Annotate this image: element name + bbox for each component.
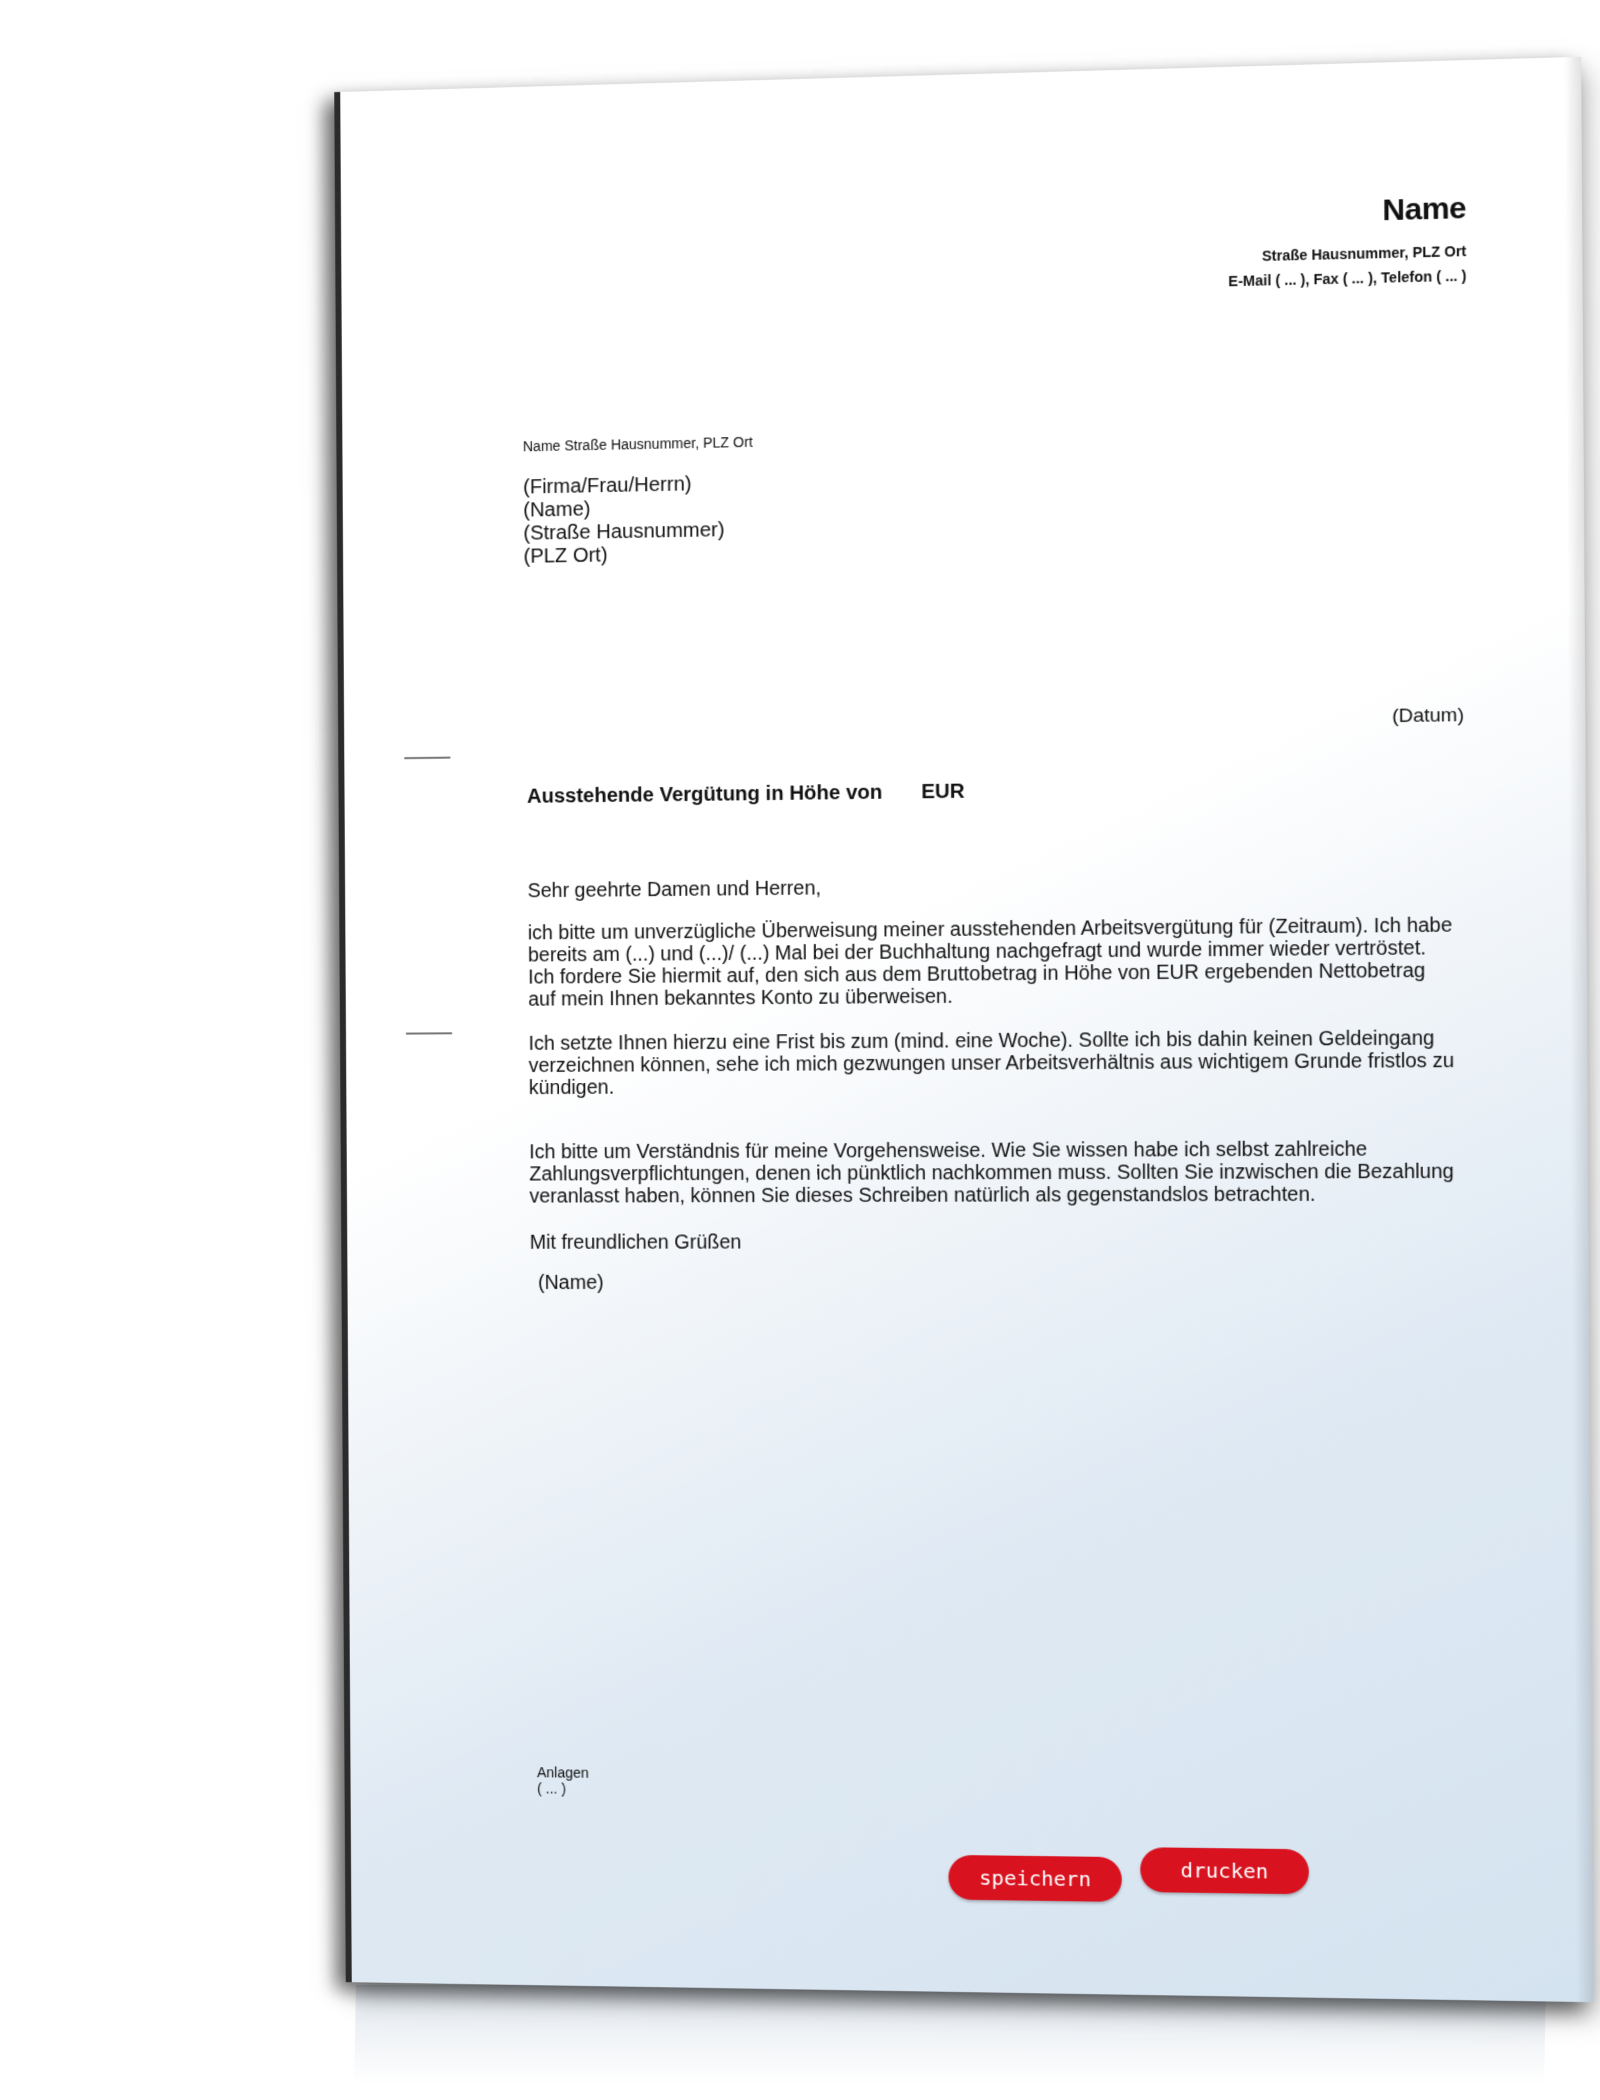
letter-date: (Datum) bbox=[1391, 704, 1465, 728]
salutation: Sehr geehrte Damen und Herren, bbox=[527, 877, 822, 903]
body-paragraph bbox=[529, 1138, 1455, 1208]
recipient-line: (PLZ Ort) bbox=[523, 544, 608, 568]
sender-address: Straße Hausnummer, PLZ Ort bbox=[1261, 242, 1467, 265]
signature-name: (Name) bbox=[537, 1271, 604, 1294]
recipient-line: (Name) bbox=[523, 498, 591, 522]
body-paragraph bbox=[528, 914, 1454, 1011]
closing: Mit freundlichen Grüßen bbox=[529, 1231, 742, 1254]
attachments-value: ( ... ) bbox=[537, 1780, 567, 1797]
fold-mark bbox=[406, 1032, 452, 1034]
fold-mark bbox=[404, 757, 450, 760]
attachments-label: Anlagen bbox=[536, 1764, 589, 1781]
page-edge-shade bbox=[1564, 57, 1593, 2002]
recipient-line: (Firma/Frau/Herrn) bbox=[523, 473, 692, 499]
sender-contact: E-Mail ( ... ), Fax ( ... ), Telefon ( ... ) bbox=[1228, 267, 1467, 290]
page-reflection bbox=[354, 1985, 1546, 2085]
paragraph-text: ich bitte um unverzügliche Überweisung meiner ausstehenden Arbeitsvergütung für (Zeitraum). Ich habe bereits am (...) und (...)/ (...) Mal bei der Buchhaltung nachgefragt und wurde immer wieder vertröstet. Ich fordere Sie hiermit auf, den sich aus dem Bruttobetrag in Höhe von EUR ergebenden Nettobetrag auf mein Ihnen bekanntes Konto zu überweisen. bbox=[527, 914, 1453, 1011]
subject-text: Ausstehende Vergütung in Höhe von bbox=[526, 781, 883, 808]
attachments bbox=[537, 1764, 589, 1797]
recipient-line: (Straße Hausnummer) bbox=[523, 519, 725, 545]
save-button[interactable]: speichern bbox=[948, 1855, 1121, 1902]
sender-name: Name bbox=[1382, 191, 1467, 228]
letter-page bbox=[334, 57, 1593, 2002]
return-address: Name Straße Hausnummer, PLZ Ort bbox=[522, 433, 753, 455]
paragraph-text: Ich setzte Ihnen hierzu eine Frist bis zum (mind. eine Woche). Sollte ich bis dahin keinen Geldeingang verzeichnen können, sehe ich mich gezwungen unser Arbeitsverhältnis aus wichtigem Grunde fristlos zu kündigen. bbox=[528, 1027, 1455, 1100]
subject-line bbox=[527, 781, 965, 809]
body-paragraph bbox=[528, 1027, 1454, 1099]
recipient-block bbox=[523, 473, 725, 569]
subject-currency: EUR bbox=[921, 780, 965, 804]
paragraph-text: Ich bitte um Verständnis für meine Vorgehensweise. Wie Sie wissen habe ich selbst zahlreiche Zahlungsverpflichtungen, denen ich pünktlich nachkommen muss. Sollten Sie inzwischen die Bezahlung veranlasst haben, können Sie dieses Schreiben natürlich als gegenstandslos betrachten. bbox=[529, 1138, 1454, 1208]
print-button[interactable]: drucken bbox=[1140, 1847, 1309, 1894]
